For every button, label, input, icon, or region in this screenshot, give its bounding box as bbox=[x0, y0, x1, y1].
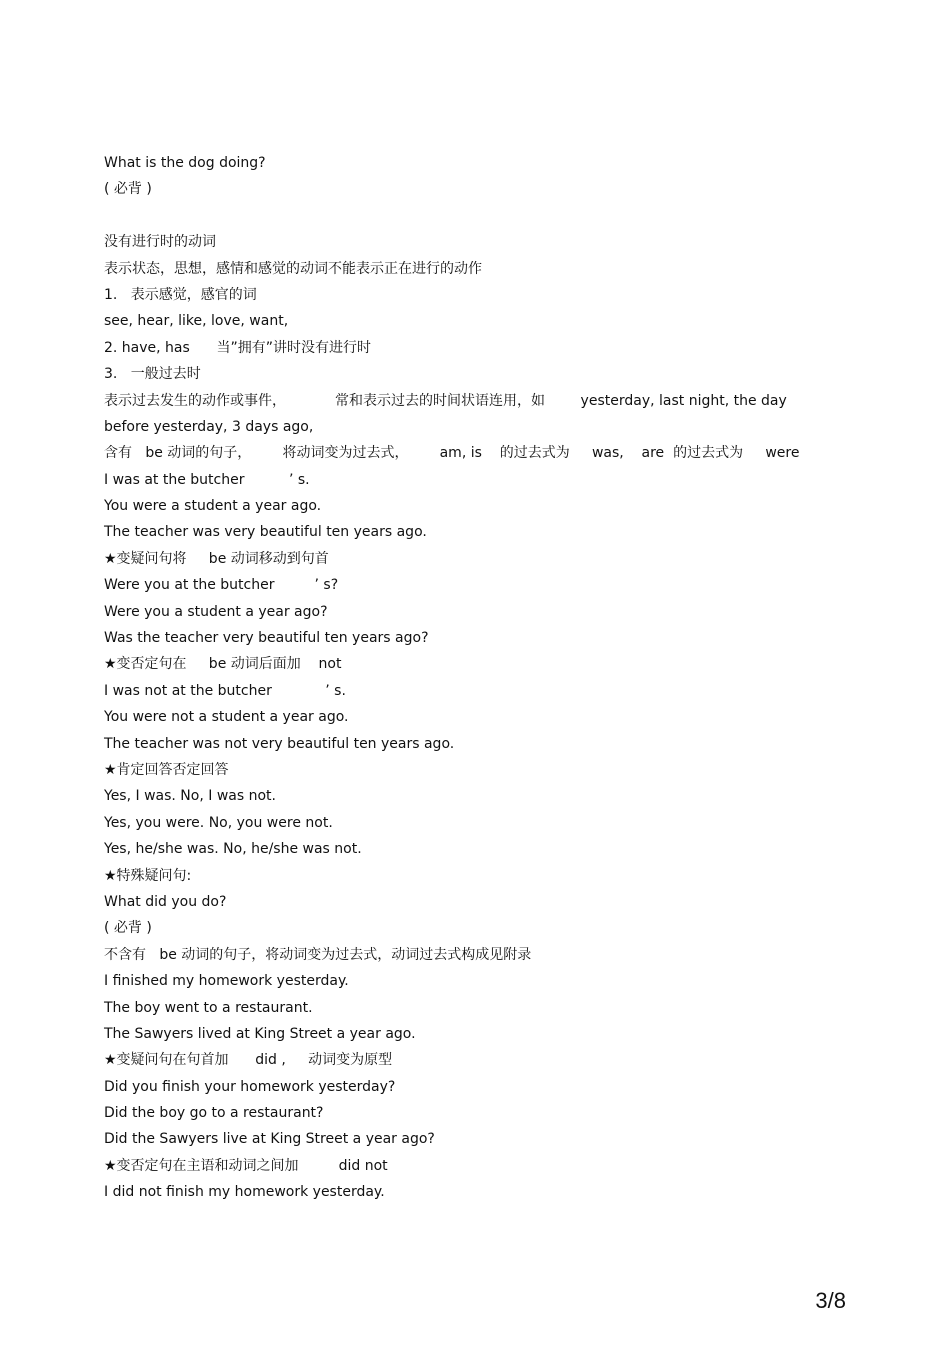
text-line: 1. 表示感觉，感官的词 bbox=[104, 286, 257, 303]
text-line: 3. 一般过去时 bbox=[104, 366, 201, 383]
document-body bbox=[104, 150, 864, 1206]
text-line: see, hear, like, love, want, bbox=[104, 313, 289, 330]
text-line: Yes, you were. No, you were not. bbox=[104, 814, 333, 831]
text-line: before yesterday, 3 days ago, bbox=[104, 418, 314, 435]
text-line: Did you finish your homework yesterday? bbox=[104, 1078, 396, 1095]
text-line: ★变否定句在主语和动词之间加 did not bbox=[104, 1157, 388, 1174]
text-line: ★变疑问句在句首加 did , 动词变为原型 bbox=[104, 1052, 393, 1069]
text-line: Yes, I was. No, I was not. bbox=[104, 788, 276, 805]
text-line: 表示状态，思想，感情和感觉的动词不能表示正在进行的动作 bbox=[104, 260, 482, 277]
text-line: 2. have, has 当”拥有”讲时没有进行时 bbox=[104, 339, 372, 356]
text-line: You were not a student a year ago. bbox=[104, 709, 349, 726]
text-line: 含有 be 动词的句子， 将动词变为过去式， am, is 的过去式为 was, are 的过去式为 were bbox=[104, 445, 800, 462]
page-number: 3/8 bbox=[815, 1288, 846, 1313]
text-line: 表示过去发生的动作或事件， 常和表示过去的时间状语连用，如 yesterday, last night, the day bbox=[104, 392, 787, 409]
text-line: The teacher was very beautiful ten years ago. bbox=[104, 524, 427, 541]
text-line: I did not finish my homework yesterday. bbox=[104, 1184, 385, 1201]
text-line: Were you at the butcher ’ s? bbox=[104, 577, 339, 594]
text-line: Were you a student a year ago? bbox=[104, 603, 328, 620]
text-line: You were a student a year ago. bbox=[104, 498, 322, 515]
text-line: Was the teacher very beautiful ten years ago? bbox=[104, 630, 429, 647]
text-line: ★肯定回答否定回答 bbox=[104, 761, 229, 778]
text-line: ★变疑问句将 be 动词移动到句首 bbox=[104, 550, 329, 567]
text-line: Did the boy go to a restaurant? bbox=[104, 1105, 324, 1122]
text-line: ( 必背 ) bbox=[104, 920, 152, 937]
text-line: I finished my homework yesterday. bbox=[104, 973, 349, 990]
text-line: ★变否定句在 be 动词后面加 not bbox=[104, 656, 342, 673]
text-line: The boy went to a restaurant. bbox=[104, 999, 313, 1016]
text-line: What is the dog doing? bbox=[104, 155, 266, 171]
text-line bbox=[104, 203, 864, 229]
text-line: ★特殊疑问句: bbox=[104, 867, 192, 884]
text-line: ( 必背 ) bbox=[104, 181, 152, 198]
text-line: Did the Sawyers live at King Street a year ago? bbox=[104, 1131, 435, 1148]
text-line: I was not at the butcher ’ s. bbox=[104, 682, 346, 699]
text-line: I was at the butcher ’ s. bbox=[104, 471, 310, 488]
text-line: Yes, he/she was. No, he/she was not. bbox=[104, 841, 362, 858]
text-line: 没有进行时的动词 bbox=[104, 234, 216, 251]
text-line: What did you do? bbox=[104, 893, 227, 910]
text-line: The Sawyers lived at King Street a year ago. bbox=[104, 1025, 416, 1042]
text-line: 不含有 be 动词的句子，将动词变为过去式，动词过去式构成见附录 bbox=[104, 946, 532, 963]
text-line: The teacher was not very beautiful ten years ago. bbox=[104, 735, 455, 752]
